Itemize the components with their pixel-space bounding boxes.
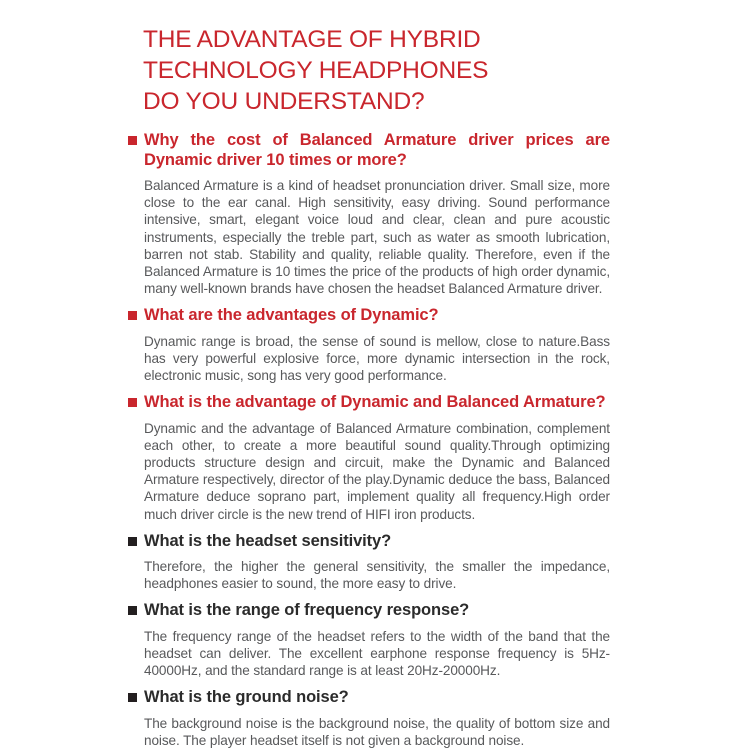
content-column <box>128 24 610 750</box>
section-heading-text: What are the advantages of Dynamic? <box>144 306 439 325</box>
section-headset-sensitivity <box>128 532 610 593</box>
section-ground-noise <box>128 688 610 749</box>
bullet-square-icon <box>128 136 137 145</box>
section-heading <box>128 131 610 170</box>
section-heading <box>128 306 610 325</box>
section-body: The frequency range of the headset refers to the width of the band that the headset can deliver. The excellent earphone response frequency is 5Hz-40000Hz, and the standard range is at least 20Hz-20000Hz. <box>144 628 610 679</box>
bullet-square-icon <box>128 693 137 702</box>
bullet-square-icon <box>128 398 137 407</box>
section-advantage-dynamic-and-ba <box>128 393 610 523</box>
page-title-line: DO YOU UNDERSTAND? <box>143 88 425 116</box>
page-title-line: TECHNOLOGY HEADPHONES <box>143 57 489 85</box>
page-title <box>143 24 610 117</box>
section-heading <box>128 601 610 620</box>
section-heading-text: What is the ground noise? <box>144 688 349 707</box>
section-body: The background noise is the background noise, the quality of bottom size and noise. The player headset itself is not given a background noise. <box>144 715 610 748</box>
section-heading-text: What is the advantage of Dynamic and Balanced Armature? <box>144 393 606 412</box>
section-heading-text: Why the cost of Balanced Armature driver prices are Dynamic driver 10 times or more? <box>144 131 610 169</box>
section-body: Balanced Armature is a kind of headset pronunciation driver. Small size, more close to the ear canal. High sensitivity, easy driving. Sound performance intensive, smart, elegant voice loud and clear, clean and pure acoustic instruments, especially the treble part, such as water as smooth lubrication, barren not stab. Stability and quality, reliable quality. Therefore, even if the Balanced Armature is 10 times the price of the products of high order dynamic, many well-known brands have chosen the headset Balanced Armature driver. <box>144 177 610 297</box>
bullet-square-icon <box>128 311 137 320</box>
section-balanced-armature-cost <box>128 131 610 297</box>
section-heading <box>128 532 610 551</box>
section-heading <box>128 393 610 412</box>
section-frequency-response <box>128 601 610 679</box>
page-title-line: THE ADVANTAGE OF HYBRID <box>143 26 481 53</box>
section-advantages-of-dynamic <box>128 306 610 384</box>
bullet-square-icon <box>128 537 137 546</box>
section-heading <box>128 688 610 707</box>
section-body: Dynamic range is broad, the sense of sound is mellow, close to nature.Bass has very powerful explosive force, more dynamic intersection in the rock, electronic music, song has very good performance. <box>144 333 610 384</box>
bullet-square-icon <box>128 606 137 615</box>
section-body: Dynamic and the advantage of Balanced Armature combination, complement each other, to create a more beautiful sound quality.Through optimizing products structure design and circuit, make the Dynamic and Balanced Armature respectively, director of the play.Dynamic deduce the bass, Balanced Armature deduce soprano part, implement quality all frequency.High order much driver circle is the new trend of HIFI iron products. <box>144 420 610 522</box>
section-heading-text: What is the headset sensitivity? <box>144 531 392 550</box>
section-body: Therefore, the higher the general sensitivity, the smaller the impedance, headphones easier to sound, the more easy to drive. <box>144 559 610 592</box>
section-heading-text: What is the range of frequency response? <box>144 601 470 620</box>
